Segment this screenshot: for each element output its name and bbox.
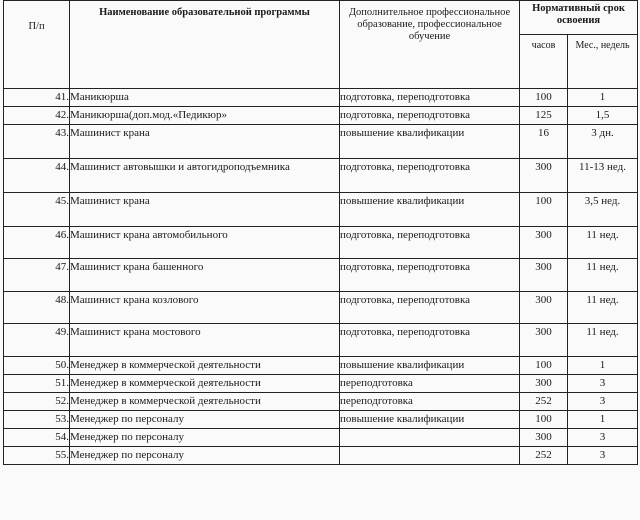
row-program: подготовка, переподготовка — [340, 159, 520, 193]
row-num: 47. — [4, 259, 70, 292]
row-hours: 16 — [520, 125, 568, 159]
header-program-name: Наименование образовательной программы — [70, 1, 340, 89]
row-hours: 125 — [520, 107, 568, 125]
row-name: Машинист крана — [70, 125, 340, 159]
row-hours: 300 — [520, 259, 568, 292]
row-hours: 300 — [520, 429, 568, 447]
row-program: подготовка, переподготовка — [340, 227, 520, 259]
row-num: 41. — [4, 89, 70, 107]
row-num: 46. — [4, 227, 70, 259]
row-program — [340, 447, 520, 465]
row-program: переподготовка — [340, 375, 520, 393]
row-num: 45. — [4, 193, 70, 227]
row-name: Менеджер в коммерческой деятельности — [70, 357, 340, 375]
table-row — [4, 227, 638, 259]
header-additional-education: Дополнительное профессиональное образование, профессиональное обучение — [340, 1, 520, 89]
row-num: 54. — [4, 429, 70, 447]
header-hours: часов — [520, 35, 568, 89]
row-program: повышение квалификации — [340, 357, 520, 375]
row-name: Машинист крана козлового — [70, 292, 340, 324]
row-weeks: 3,5 нед. — [568, 193, 638, 227]
row-name: Менеджер в коммерческой деятельности — [70, 375, 340, 393]
row-hours: 300 — [520, 375, 568, 393]
table-row — [4, 89, 638, 107]
row-program — [340, 429, 520, 447]
row-hours: 300 — [520, 292, 568, 324]
row-weeks: 11 нед. — [568, 324, 638, 357]
row-weeks: 3 дн. — [568, 125, 638, 159]
row-weeks: 3 — [568, 375, 638, 393]
row-num: 52. — [4, 393, 70, 411]
row-hours: 252 — [520, 393, 568, 411]
row-hours: 100 — [520, 357, 568, 375]
table-row — [4, 357, 638, 375]
row-weeks: 11-13 нед. — [568, 159, 638, 193]
row-num: 50. — [4, 357, 70, 375]
row-name: Менеджер по персоналу — [70, 447, 340, 465]
row-program: повышение квалификации — [340, 125, 520, 159]
row-name: Маникюрша — [70, 89, 340, 107]
row-weeks: 11 нед. — [568, 227, 638, 259]
programs-table — [3, 0, 638, 465]
row-program: подготовка, переподготовка — [340, 292, 520, 324]
row-weeks: 1 — [568, 411, 638, 429]
table-row — [4, 193, 638, 227]
row-name: Машинист крана мостового — [70, 324, 340, 357]
row-hours: 100 — [520, 193, 568, 227]
table-row — [4, 429, 638, 447]
row-hours: 100 — [520, 89, 568, 107]
row-name: Машинист крана автомобильного — [70, 227, 340, 259]
row-program: повышение квалификации — [340, 411, 520, 429]
row-name: Менеджер по персоналу — [70, 411, 340, 429]
row-name: Менеджер по персоналу — [70, 429, 340, 447]
row-hours: 300 — [520, 227, 568, 259]
header-num: П/п — [4, 1, 70, 89]
row-program: повышение квалификации — [340, 193, 520, 227]
header-norm-term: Нормативный срок освоения — [520, 1, 638, 35]
row-name: Маникюрша(доп.мод.«Педикюр» — [70, 107, 340, 125]
row-weeks: 3 — [568, 447, 638, 465]
row-num: 53. — [4, 411, 70, 429]
row-weeks: 11 нед. — [568, 259, 638, 292]
table-row — [4, 411, 638, 429]
row-weeks: 1 — [568, 357, 638, 375]
table-row — [4, 324, 638, 357]
table-row — [4, 159, 638, 193]
row-name: Машинист автовышки и автогидроподъемника — [70, 159, 340, 193]
row-program: подготовка, переподготовка — [340, 259, 520, 292]
row-program: подготовка, переподготовка — [340, 89, 520, 107]
table-row — [4, 259, 638, 292]
row-program: подготовка, переподготовка — [340, 324, 520, 357]
row-num: 55. — [4, 447, 70, 465]
row-num: 42. — [4, 107, 70, 125]
row-num: 44. — [4, 159, 70, 193]
row-program: переподготовка — [340, 393, 520, 411]
table-row — [4, 375, 638, 393]
row-program: подготовка, переподготовка — [340, 107, 520, 125]
row-hours: 300 — [520, 324, 568, 357]
row-weeks: 1,5 — [568, 107, 638, 125]
table-row — [4, 447, 638, 465]
row-hours: 252 — [520, 447, 568, 465]
row-num: 49. — [4, 324, 70, 357]
row-weeks: 3 — [568, 393, 638, 411]
table-row — [4, 107, 638, 125]
row-hours: 300 — [520, 159, 568, 193]
table-row — [4, 393, 638, 411]
row-num: 51. — [4, 375, 70, 393]
row-name: Машинист крана — [70, 193, 340, 227]
row-weeks: 11 нед. — [568, 292, 638, 324]
header-months-weeks: Мес., недель — [568, 35, 638, 89]
table-row — [4, 125, 638, 159]
row-name: Машинист крана башенного — [70, 259, 340, 292]
row-weeks: 3 — [568, 429, 638, 447]
table-row — [4, 292, 638, 324]
row-name: Менеджер в коммерческой деятельности — [70, 393, 340, 411]
row-num: 48. — [4, 292, 70, 324]
row-weeks: 1 — [568, 89, 638, 107]
row-num: 43. — [4, 125, 70, 159]
row-hours: 100 — [520, 411, 568, 429]
